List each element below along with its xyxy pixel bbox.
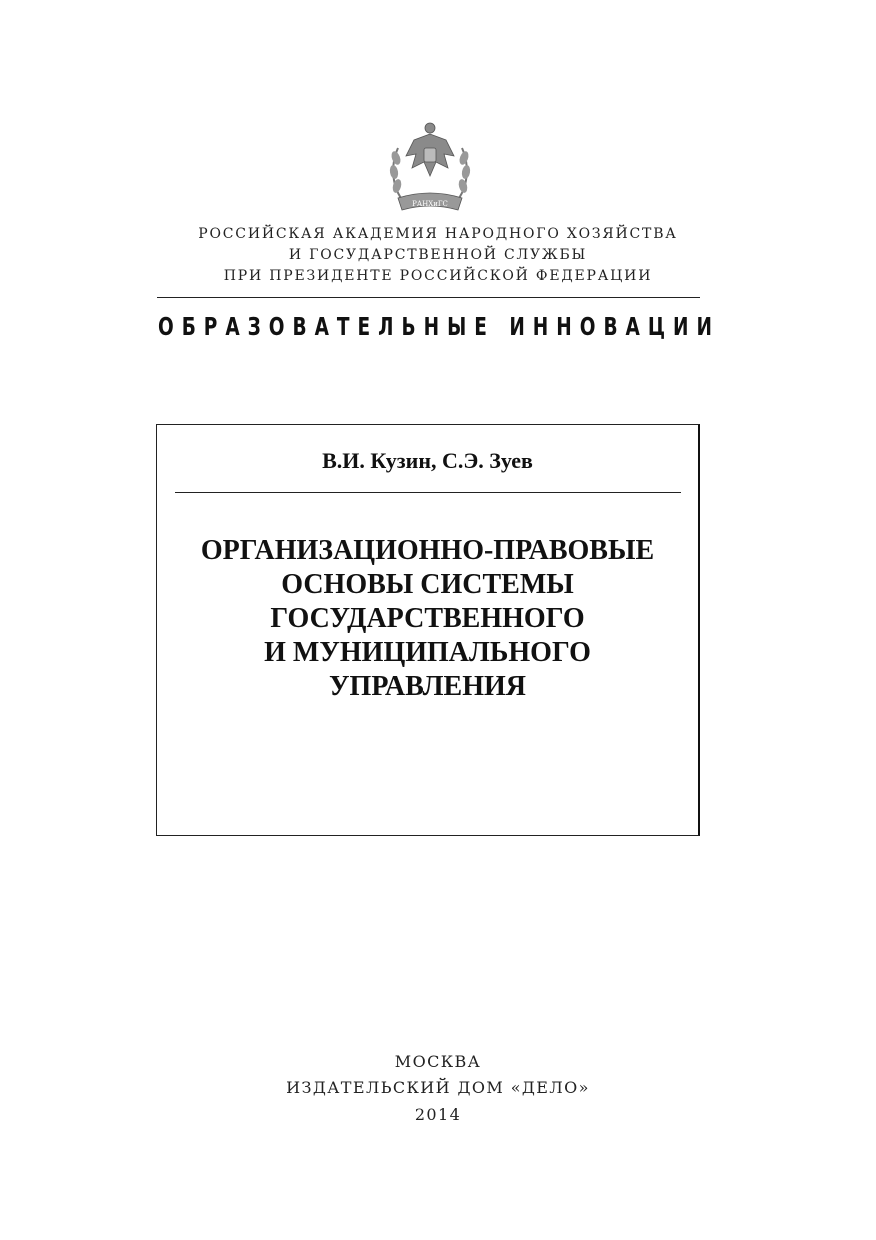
- book-title-line: ОРГАНИЗАЦИОННО-ПРАВОВЫЕ: [200, 535, 655, 566]
- institution-line-2: И ГОСУДАРСТВЕННОЙ СЛУЖБЫ: [288, 247, 588, 263]
- book-title-line: УПРАВЛЕНИЯ: [329, 671, 526, 702]
- institution-line-3: ПРИ ПРЕЗИДЕНТЕ РОССИЙСКОЙ ФЕДЕРАЦИИ: [223, 268, 653, 284]
- header-divider: [157, 297, 700, 298]
- imprint-publisher: ИЗДАТЕЛЬСКИЙ ДОМ «ДЕЛО»: [286, 1078, 590, 1097]
- authors: В.И. Кузин, С.Э. Зуев: [322, 448, 533, 473]
- emblem-label: РАНХиГС: [412, 200, 448, 208]
- series-title: ОБРАЗОВАТЕЛЬНЫЕ ИННОВАЦИИ: [158, 312, 720, 341]
- book-title-line: И МУНИЦИПАЛЬНОГО: [264, 637, 591, 668]
- authors-divider: [175, 492, 681, 493]
- book-title: [156, 534, 699, 704]
- book-title-line: ОСНОВЫ СИСТЕМЫ: [281, 569, 574, 600]
- book-title-line: ГОСУДАРСТВЕННОГО: [270, 603, 585, 634]
- imprint-city: МОСКВА: [394, 1052, 482, 1071]
- imprint-year: 2014: [414, 1105, 462, 1124]
- academy-emblem-logo: [384, 118, 476, 218]
- institution-line-1: РОССИЙСКАЯ АКАДЕМИЯ НАРОДНОГО ХОЗЯЙСТВА: [198, 226, 678, 242]
